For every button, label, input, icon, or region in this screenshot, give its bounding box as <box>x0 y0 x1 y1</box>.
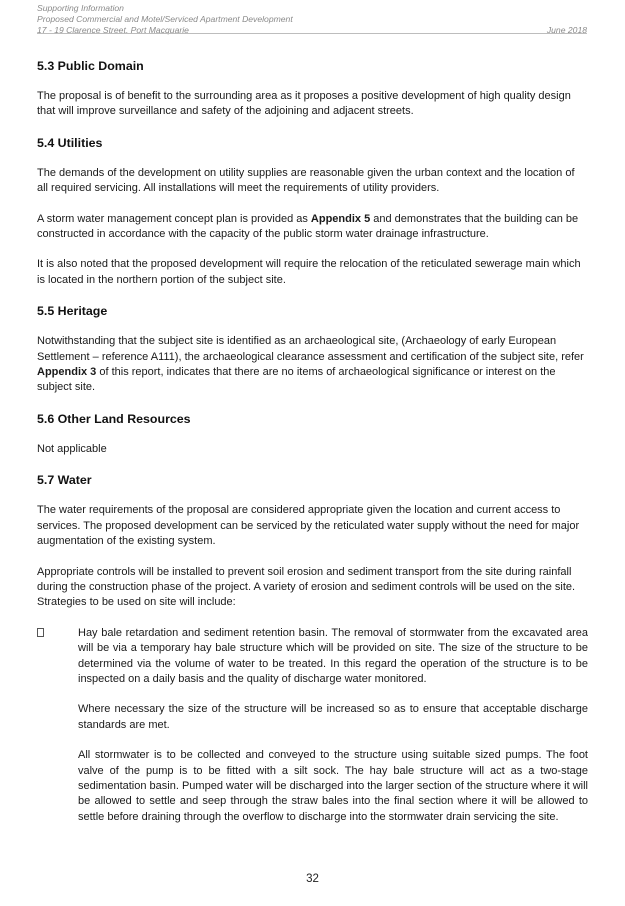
header-divider <box>37 33 587 34</box>
section-water <box>37 472 588 825</box>
header-line-3: 17 - 19 Clarence Street, Port Macquarie <box>37 25 189 35</box>
section-heading: 5.7 Water <box>37 473 92 488</box>
page-header <box>37 3 587 36</box>
bullet-paragraph: Hay bale retardation and sediment retention basin. The removal of stormwater from the excavated area will be via a temporary hay bale structure which will be provided on site. The size of the structure to be determined via the volume of water to be treated. In this regard the operation of the structure is to be inspected on a daily basis and the quality of discharge water monitored. <box>78 626 588 685</box>
header-line-2: Proposed Commercial and Motel/Serviced Apartment Development <box>37 14 293 24</box>
appendix-reference: Appendix 5 <box>310 212 371 225</box>
bullet-icon <box>37 628 44 637</box>
paragraph: The proposal is of benefit to the surrounding area as it proposes a positive development of high quality design that will improve surveillance and safety of the adjoining and adjacent streets. <box>37 90 571 118</box>
bullet-paragraph: Where necessary the size of the structure will be increased so as to ensure that acceptable discharge standards are met. <box>78 703 588 731</box>
text-run: A storm water management concept plan is provided as <box>37 212 311 225</box>
text-run: and demonstrates that the building can be constructed in accordance with the capacity of the public storm water drainage infrastructure. <box>37 212 579 241</box>
paragraph <box>37 334 588 396</box>
document-body <box>37 58 588 825</box>
section-public-domain <box>37 58 588 120</box>
section-heading: 5.4 Utilities <box>37 135 103 150</box>
paragraph: Appropriate controls will be installed to prevent soil erosion and sediment transport from the site during rainfall during the construction phase of the project. A variety of erosion and sediment controls will be used on the site. Strategies to be used on site will include: <box>37 565 576 609</box>
paragraph: The water requirements of the proposal are considered appropriate given the location and current access to services. The proposed development can be serviced by the reticulated water supply without the need for major augmentation of the existing system. <box>37 504 580 548</box>
paragraph: It is also noted that the proposed development will require the relocation of the reticulated sewerage main which is located in the northern portion of the subject site. <box>37 258 581 286</box>
appendix-reference: Appendix 3 <box>37 366 97 379</box>
text-run: of this report, indicates that there are no items of archaeological significance or interest on the subject site. <box>37 366 556 394</box>
paragraph: Not applicable <box>37 442 107 455</box>
bullet-paragraph: All stormwater is to be collected and conveyed to the structure using suitable sized pumps. The foot valve of the pump is to be fitted with a silt sock. The hay bale structure will act as a two-stage sedimentation basin. Pumped water will be discharged into the larger section of the structure where it will be allowed to settle and seep through the straw bales into the final section where it will be allowed to settle before draining through the overflow to discharge into the stormwater drain servicing the site. <box>78 749 588 823</box>
text-run: Notwithstanding that the subject site is identified as an archaeological site, (Archaeology of early European Settlement – reference A111), the archaeological clearance assessment and certification of the subject site, refer <box>37 335 584 363</box>
section-heading: 5.3 Public Domain <box>37 59 144 73</box>
section-other-land-resources <box>37 411 588 457</box>
bullet-item <box>37 626 588 825</box>
section-heading: 5.5 Heritage <box>37 304 108 319</box>
section-heading: 5.6 Other Land Resources <box>37 411 191 426</box>
paragraph <box>37 212 588 243</box>
header-line-1: Supporting Information <box>37 3 124 13</box>
section-utilities <box>37 135 588 288</box>
header-date: June 2018 <box>546 25 587 35</box>
section-heritage <box>37 303 588 396</box>
page-number: 32 <box>306 873 319 885</box>
paragraph: The demands of the development on utility supplies are reasonable given the urban context and the location of all required servicing. All installations will meet the requirements of utility providers. <box>37 166 575 195</box>
